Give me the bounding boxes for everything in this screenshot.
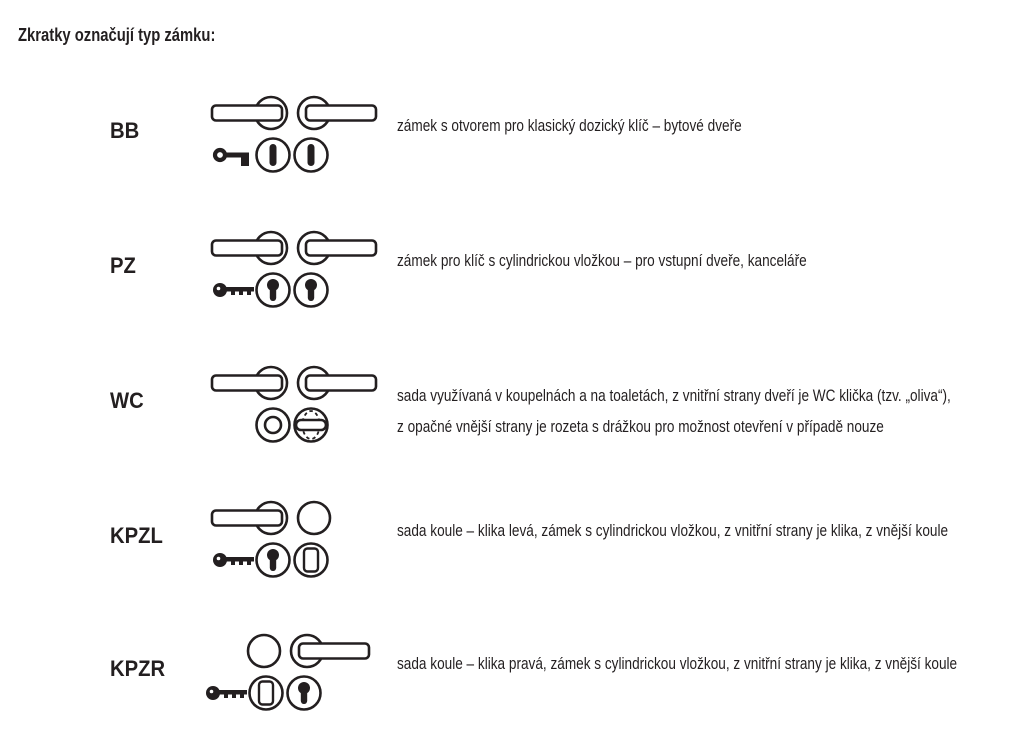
cylinder-keyhole-rosette-icon [288, 677, 321, 710]
lever-handle-left-icon [212, 367, 287, 399]
lock-type-row-wc [0, 365, 1011, 445]
description-line: zámek pro klíč s cylindrickou vložkou – pro vstupní dveře, kanceláře [397, 251, 807, 270]
description-line: sada koule – klika levá, zámek s cylindrickou vložkou, z vnitřní strany je klika, z vnější koule [397, 521, 949, 540]
emergency-groove-rosette-icon [257, 409, 290, 442]
classic-keyhole-rosette-icon [257, 139, 290, 172]
lock-type-code: PZ [110, 253, 136, 278]
knob-base-rosette-icon [250, 677, 283, 710]
cylinder-keyhole-rosette-icon [257, 544, 290, 577]
lock-type-row-pz [0, 230, 1011, 310]
wc-thumbturn-oliva-icon [295, 409, 328, 442]
lock-type-code: WC [110, 388, 144, 413]
lock-type-code: KPZL [110, 523, 163, 548]
lever-handle-right-icon [298, 367, 376, 399]
lever-handle-left-icon [212, 502, 287, 534]
lock-type-code: KPZR [110, 656, 166, 681]
lock-type-description [397, 648, 957, 679]
lock-set-pictogram-pz [210, 230, 380, 310]
description-line: z opačné vnější strany je rozeta s drážkou pro možnost otevření v případě nouze [397, 417, 884, 436]
lever-handle-right-icon [298, 232, 376, 264]
description-line: sada koule – klika pravá, zámek s cylindrickou vložkou, z vnitřní strany je klika, z vnější koule [397, 654, 958, 673]
lock-type-description [397, 380, 951, 442]
description-line: zámek s otvorem pro klasický dozický klíč – bytové dveře [397, 116, 742, 135]
cylinder-key-icon [213, 283, 254, 297]
lock-type-description [397, 110, 742, 141]
lock-type-row-kpzl [0, 500, 1011, 580]
cylinder-keyhole-rosette-icon [257, 274, 290, 307]
lock-type-description [397, 515, 948, 546]
knob-base-rosette-icon [295, 544, 328, 577]
page-title: Zkratky označují typ zámku: [18, 24, 216, 45]
cylinder-keyhole-rosette-icon [295, 274, 328, 307]
door-knob-icon [298, 502, 330, 534]
lever-handle-right-icon [291, 635, 369, 667]
lock-set-pictogram-kpzr [203, 633, 373, 713]
lock-set-pictogram-kpzl [210, 500, 380, 580]
lock-type-description [397, 245, 807, 276]
cylinder-key-icon [213, 553, 254, 567]
door-knob-icon [248, 635, 280, 667]
lever-handle-left-icon [212, 97, 287, 129]
lock-type-row-kpzr [0, 633, 1011, 713]
lock-set-pictogram-wc [210, 365, 380, 445]
classic-keyhole-rosette-icon [295, 139, 328, 172]
lock-type-code: BB [110, 118, 140, 143]
lever-handle-right-icon [298, 97, 376, 129]
lock-set-pictogram-bb [210, 95, 380, 175]
description-line: sada využívaná v koupelnách a na toaletách, z vnitřní strany dveří je WC klička (tzv. „oliva“), [397, 386, 951, 405]
classic-bit-key-icon [215, 150, 249, 166]
cylinder-key-icon [206, 686, 247, 700]
lever-handle-left-icon [212, 232, 287, 264]
lock-type-row-bb [0, 95, 1011, 175]
